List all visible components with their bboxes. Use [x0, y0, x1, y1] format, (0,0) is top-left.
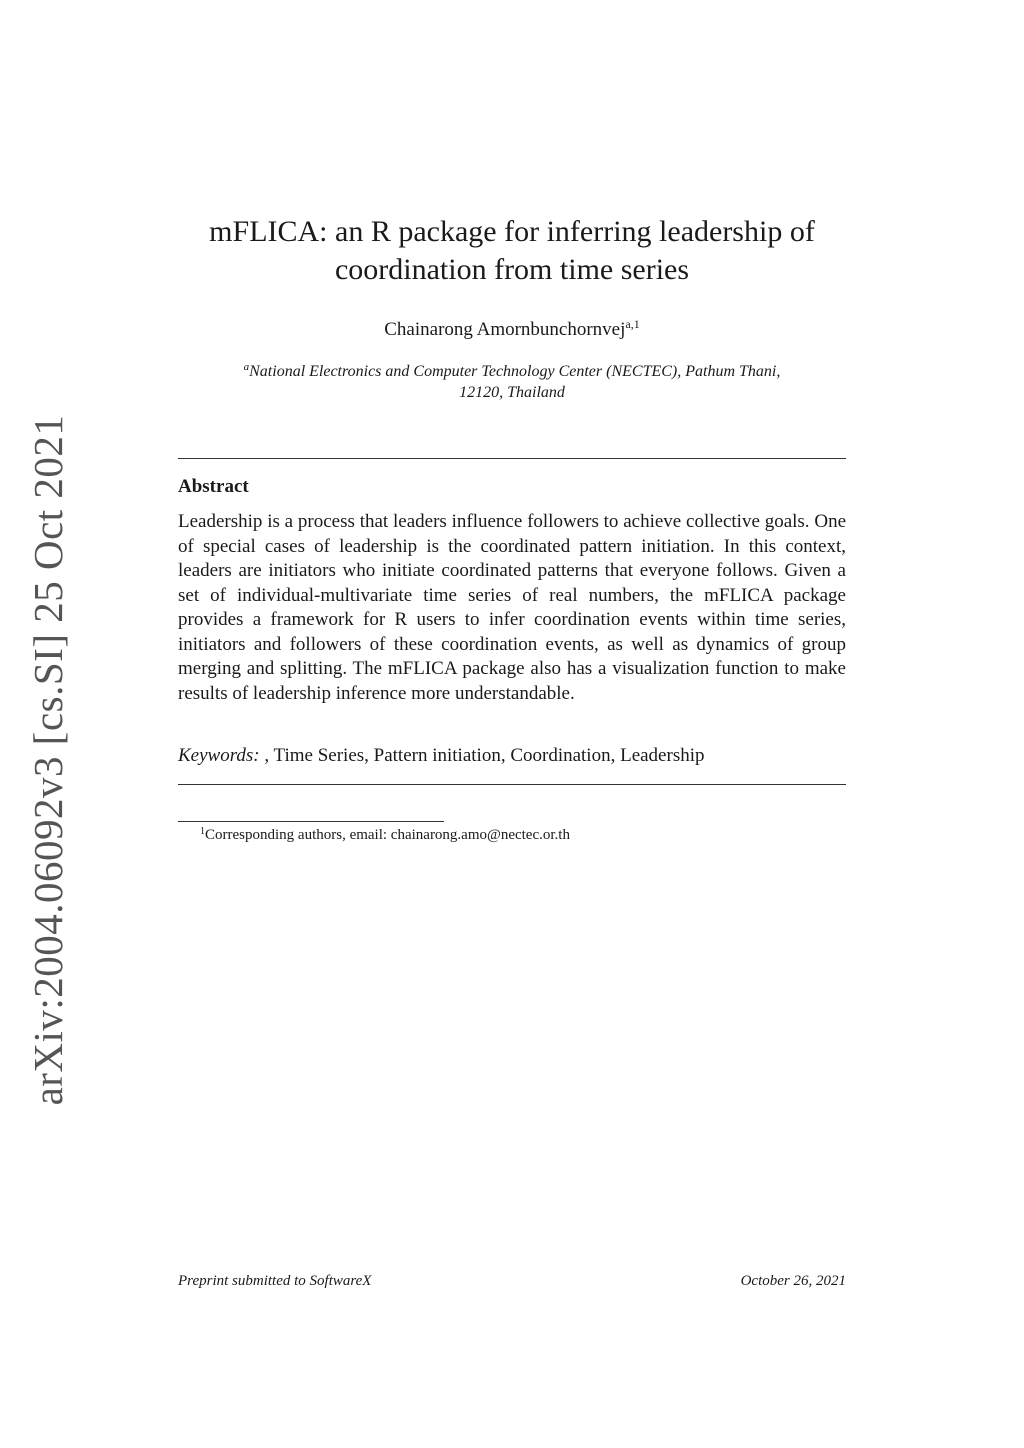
affiliation-line-1: National Electronics and Computer Technology Center (NECTEC), Pathum Thani, — [249, 363, 781, 380]
abstract-top-rule — [178, 458, 846, 459]
abstract-body: Leadership is a process that leaders influence followers to achieve collective goals. One of special cases of leadership is the coordinated pattern initiation. In this context, leaders are initiators who initiate coordinated patterns that everyone follows. Given a set of individual-multivariate time series of real numbers, the mFLICA package provides a framework for R users to infer coordination events within time series, initiators and followers of these coordination events, as well as dynamics of group merging and splitting. The mFLICA package also has a visualization function to make results of leadership inference more understandable. — [178, 511, 846, 704]
arxiv-identifier-stamp: arXiv:2004.06092v3 [cs.SI] 25 Oct 2021 — [25, 414, 71, 1106]
footer-preprint-note: Preprint submitted to SoftwareX — [178, 1273, 372, 1289]
author-name: Chainarong Amornbunchornvej — [384, 319, 626, 340]
keywords-line — [178, 745, 846, 767]
title-line-2: coordination from time series — [334, 253, 690, 286]
footer-date: October 26, 2021 — [740, 1273, 846, 1289]
footnote-text: Corresponding authors, email: chainarong.amo@nectec.or.th — [205, 827, 570, 843]
author-line — [180, 317, 844, 341]
abstract-bottom-rule — [178, 784, 846, 785]
title-line-1: mFLICA: an R package for inferring leadership of — [209, 215, 815, 248]
keywords-text: , Time Series, Pattern initiation, Coordination, Leadership — [259, 745, 705, 766]
abstract-heading: Abstract — [178, 476, 249, 497]
author-marks: a,1 — [625, 317, 640, 331]
affiliation-line-2: 12120, Thailand — [459, 384, 565, 401]
footnote-rule — [178, 821, 444, 822]
keywords-label: Keywords: — [178, 745, 260, 766]
paper-title — [180, 213, 844, 289]
footnote — [200, 826, 570, 844]
affiliation — [180, 357, 844, 403]
footnote-mark: 1 — [200, 826, 205, 837]
affiliation-mark: a — [243, 361, 250, 373]
